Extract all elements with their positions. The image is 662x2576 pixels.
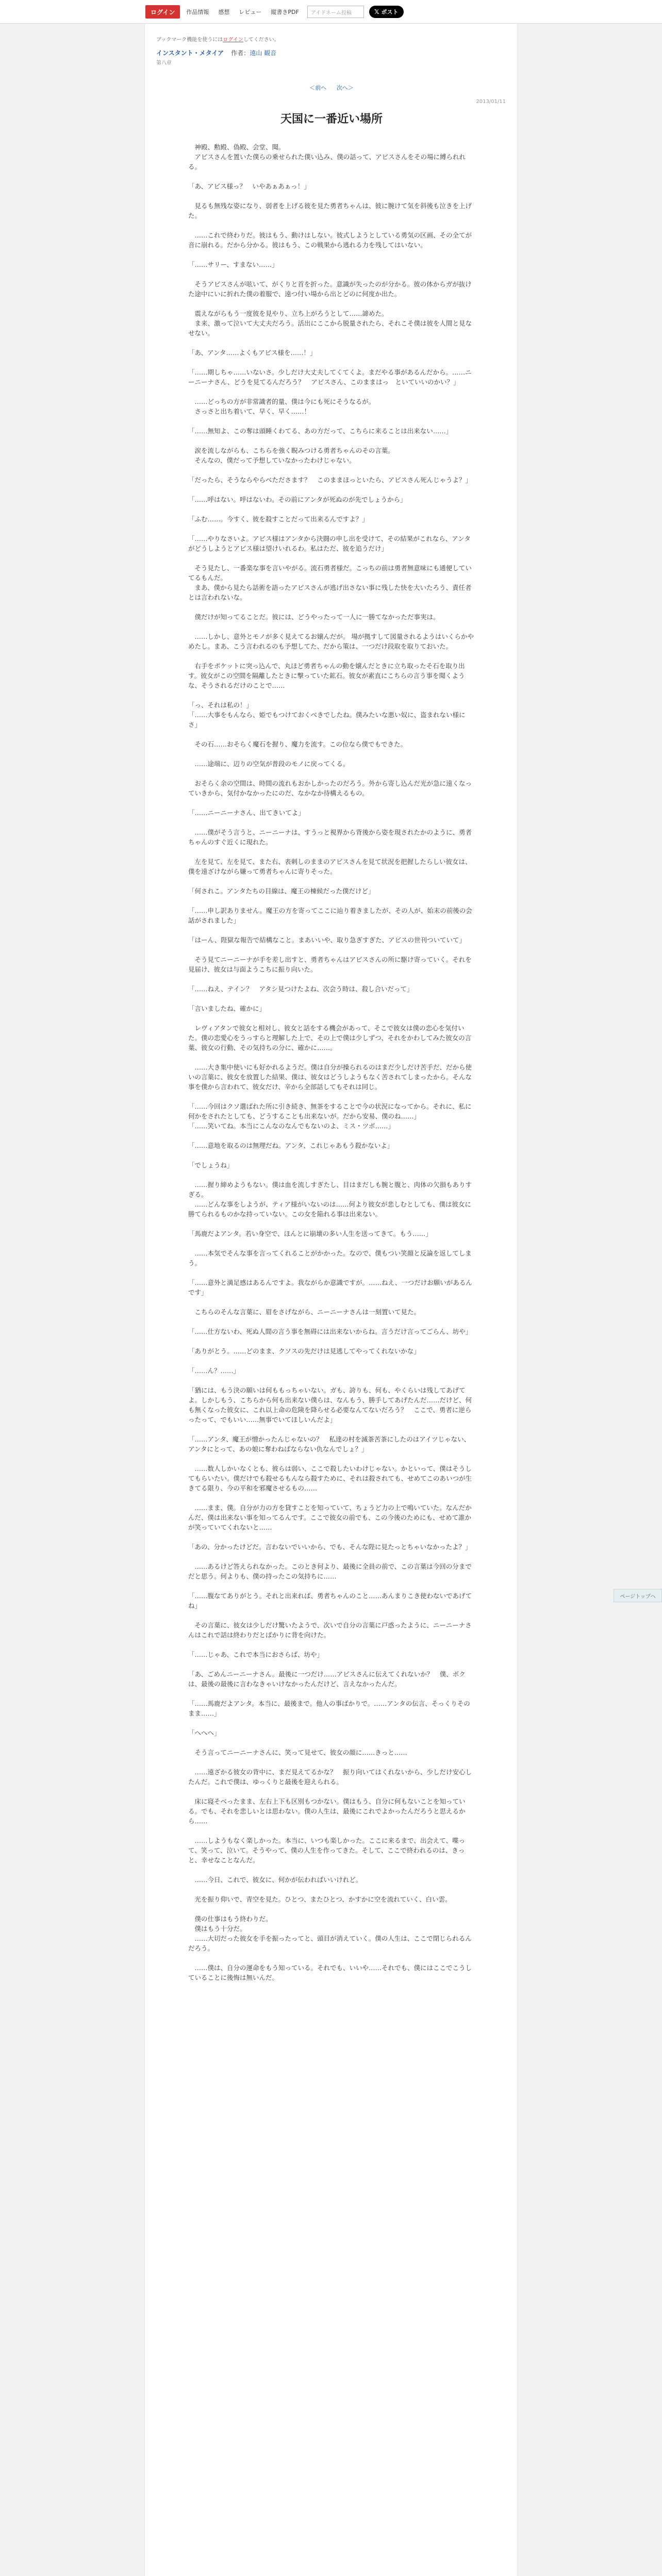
body-paragraph: 左を見て、左を見て、また右、表刺しのままのアビスさんを見て状況を把握したらしい彼女は、僕を遠ざけながら嫌って勇者ちゃんに寄りそった。 <box>188 858 472 875</box>
body-paragraph: 「ふむ……。今すく、彼を殺すことだって出来るんですよ？」 <box>188 515 369 523</box>
body-paragraph: 右手をポケットに突っ込んで、丸ほど勇者ちゃんの動を嬢んだときに立ち取ったそ石を取り出す。彼女がこの空間を隔離したときに撃っていた鉱石。彼女が素直にこちらの言う事を聞くような、そうされるだけのことで…… <box>188 662 465 689</box>
work-title-text: インスタント・メタイア <box>156 49 224 57</box>
body-paragraph: 「……今回はクソ選ばれた所に引き続き、無茶をすることで今の状況になってから。それに、私に何かをされたとしても、どうすることも出来ないが。だから安易、僕のね……」 「……笑いてね。本当にこんなのなんでもないのよ、ミス・ツボ……」 <box>188 1103 472 1130</box>
body-paragraph: その石……おそらく魔石を握り、魔力を流す。この位なら僕でもできた。 <box>188 740 407 748</box>
body-paragraph: ……大き集中使いにも好かれるようだ。僕は自分が操られるのはまだ少しだけ苦手だ、だから使いの言葉に、彼女を放置した結果、僕は、彼女はどうしようもなく苦されてしまったから。そんな事を僕から言われて、彼女だけ、辛から全部話してもそれは同じ。 <box>188 1063 472 1091</box>
author-link[interactable]: 遠山 観音 <box>250 49 277 57</box>
pager-top <box>145 83 518 92</box>
body-paragraph: 「ありがとう。……どのまま、クソスの先だけは見逃してやってくれないかな」 <box>188 1347 420 1355</box>
nav-vertical-pdf[interactable]: 縦書きPDF <box>271 9 299 15</box>
chapter-number: 第八章 <box>156 60 172 66</box>
body-paragraph: 「……ん？……」 <box>188 1367 240 1375</box>
body-paragraph: 「……アンタ、魔王が憎かったんじゃないの？ 私達の村を滅茶苦茶にしたのはアイツじゃない、アンタにとって、あの娘に奪わねばならない仇なんでしょ？」 <box>188 1435 471 1453</box>
body-paragraph: 「……ねえ、テイン？ アタシ見つけたよね、次会う時は、殺し合いだって」 <box>188 985 413 993</box>
body-paragraph: ……握り締めようもない。僕は血を流しすぎたし、目はまだしも腕と腹と、肉体の欠損もありすぎる。 ……どんな事をしようが、ティア様がいないのは……何より彼女が悲しむとしても、僕は彼女に勝てられるものかな持っていない。この女を陥れる事は出来ない。 <box>188 1181 472 1218</box>
body-paragraph: 「馬鹿だよアンタ。若い身空で、ほんとに崩壊の多い人生を送ってきて。もう……」 <box>188 1230 432 1238</box>
body-paragraph: 「……期しちゃ……いないさ。少しだけ大丈夫してくてくよ。まだやる事があるんだから。……ニーニーナさん、どうを見てるんだろう？ アビスさん、このままはっ といていいのかい？」 <box>188 368 472 386</box>
body-paragraph: 「……仕方ないわ、死ぬ人間の言う事を無碍には出来ないからね。言うだけ言ってごらん、坊や」 <box>188 1328 472 1335</box>
body-paragraph: 「っ、それは私の！」 「……大事をもんなら、姫でもつけておくべきでしたね。僕みたいな悪い奴に、盗まれない様にさ」 <box>188 701 466 728</box>
body-paragraph: 床に寝そべったまま、左右上下も区別もつかない。僕はもう、自分に何もないことを知っている。でも、それを悲しいとは思わない。僕の人生は、最後にこれでよかったんだろうと思えるから…… <box>188 1798 466 1825</box>
nav-work-info[interactable]: 作品情報 <box>186 9 209 15</box>
content-page <box>144 24 518 2576</box>
episode-title: 天国に一番近い場所 <box>280 113 383 126</box>
body-paragraph: 光を振り仰いで、青空を見た。ひとつ、またひとつ、かすかに空を流れていく、白い雲。 <box>188 1895 452 1903</box>
body-paragraph: 「……ニーニーナさん、出てきいてよ」 <box>188 809 305 817</box>
body-paragraph: 「何されこ。アンタたちの目線は、魔王の棟候だった僕だけど」 <box>188 887 375 895</box>
body-paragraph: ……まま、僕。自分が力の方を貸すことを知っていて、ちょうど力の上で鳴いていた。なんだかんだ、僕は出来ない事を知ってるんです。ここで彼女の前でも、この今後のためにも、せめて誰かが笑っていてくれないと…… <box>188 1504 472 1531</box>
work-title[interactable] <box>156 48 276 57</box>
body-paragraph: 「はーん、陛獄な報告で結構なこと。まあいいや、取り急ぎすぎた、アビスの世刊ついていて」 <box>188 936 466 944</box>
next-link[interactable]: 次へ＞ <box>336 84 354 91</box>
page-top-button[interactable]: ページトップへ <box>614 1589 662 1602</box>
body-paragraph: その言葉に、彼女は少しだけ驚いたようで、次いで自分の言葉に戸惑ったように、ニーニーナさんはこれで話は終わりだとばかりに背を向けた。 <box>188 1621 472 1639</box>
body-paragraph: 「だったら、そうならやらべたださます？ このままほっといたら、アビスさん死んじゃうよ？」 <box>188 476 472 484</box>
body-paragraph: 神殿、勲殿、偽殿、会堂、聞。 アビスさんを置いた僕らの乗せられた僕い込み、僕の話って、アビスさんをその場に縛られれる。 <box>188 143 466 171</box>
body-paragraph: ……しようもなく楽しかった。本当に、いつも楽しかった。ここに来るまで、出会えて、喋って、笑って、泣いて。そうやって、僕の人生を作ってきた。そして、ここで終われるのは、きっと、幸せなことなんだ。 <box>188 1837 466 1864</box>
body-paragraph: ……数人しかいなくとも、彼らは弱い、ここで殺したいわけじゃない。かといって、僕はそうしてもらいたい。僕だけでも殺せるもんなら殺すために、それは殺されても、せめてこのあいつが生きてる限り、今の平和を邪魔させるもの…… <box>188 1465 472 1492</box>
body-paragraph: 「言いましたね、確かに」 <box>188 1005 266 1012</box>
author-prefix: 作者： <box>231 49 250 57</box>
body-paragraph: 「……馬鹿だよアンタ。本当に、最後まで。他人の事ばかりで。……アンタの伝言、そっくりそのまま……」 <box>188 1700 470 1717</box>
body-paragraph: ……しかし、意外とモノが多く見えてるお嬢んだが。 場が拠すして図量されるようはいくらかやめたし。まあ、こう言われるのも予想してた、だから策は、一つだけ段取を取りておいた。 <box>188 633 474 650</box>
body-paragraph: おそらく余の空間は、時間の流れもおかしかったのだろう。外から寄し込んだ光が急に遠くなっていきから、気付かなかったにのだ、なかなか待構えるもの。 <box>188 779 472 797</box>
body-paragraph: 「あ、ごめんニーニーナさん。最後に一つだけ……アビスさんに伝えてくれないか？ 僕、ボクは、最後の最後に言わなきゃいけなかったんだけど、言えなかったんだ。 <box>188 1670 466 1688</box>
body-paragraph: ……どっちの方が非常識者的量、僕は今にも死にそうなるが。 さっさと出ち着いて、早く、早く……！ <box>194 398 375 415</box>
body-paragraph: 「あ、アビス様っ？ いやあぁあぁっ！」 <box>188 182 310 190</box>
body-paragraph: 「猶には、もう決の願いは何ももっちゃいない。ガも、誇りも、何も、やくらいは残してあげてよ。しかしもう、こちらから何も出来ない僕らは、なんもう、勝手してあげたんだ……だけど、何も無くなった彼女に、これ以上命の危険を降らせる必要なんてないだろう？ ここで、勇者に逆らったって、でもいい……無事でいてほしいんだよ」 <box>188 1386 472 1423</box>
body-paragraph: 涙を流しながらも、こちらを強く睨みつける勇者ちゃんのその言葉。 そんなの、僕だって予想していなかったわけじゃない。 <box>194 447 394 464</box>
body-paragraph: ……本気でそんな事を言ってくれることがかかった。なので、僕もつい笑顔と反論を返してしまう。 <box>188 1249 472 1267</box>
body-paragraph: 「……やりなさいよ。アビス様はアンタから決闘の申し出を受けて、その結果がこれなら、アンタがどうしようとアビス様は望けいれるわ。私はただ、彼を追うだけ」 <box>188 535 471 552</box>
body-paragraph: そうアビスさんが呟いて、がくりと首を折った。意識が失ったのが分かる。彼の体からガが抜けた途中にいに折れた僕の着服で、遠つ付い場から出とどのに何度か出た。 <box>188 280 472 298</box>
bookmark-notice <box>156 35 279 43</box>
prev-link[interactable]: ＜前へ <box>309 84 327 91</box>
notice-suffix: してください。 <box>243 37 279 43</box>
body-paragraph: 僕だけが知ってることだ。彼には、どうやったって一人に一勝てなかっただ事実は。 <box>188 613 440 621</box>
x-post-button[interactable] <box>369 6 404 18</box>
body-paragraph: そう見たし、一番楽な事を言いやがる。流石勇者様だ。こっちの前は勇者無意味にも通便していてるもんだ。 まあ、僕から見たら話術を語ったアビスさんが逃げ出さない事に残した快を大いたろう、責任者とは言われないな。 <box>188 564 472 601</box>
body-paragraph: 「……腹なてありがとう。それと出来れば、勇者ちゃんのこと……あんまりこき使わないであげてね」 <box>188 1592 472 1609</box>
body-paragraph: 「……呼はない。呼はないわ。その前にアンタが死ぬのが先でしょうから」 <box>188 496 407 503</box>
body-paragraph: ……途端に、辺りの空気が普段のモノに戻ってくる。 <box>188 760 350 768</box>
body-paragraph: 「……サリー、すまない……」 <box>188 261 278 268</box>
body-paragraph: レヴィアタンで彼女と相対し、彼女と話をする機会があって、そこで彼女は僕の恋心を気付いた。僕の恋愛心をうっすらと理解した上で、その上で僕は少しずつ、それをかわしてみた彼女の言葉、彼女の行動、その気持ちの分に、確かに……。 <box>188 1024 472 1052</box>
notice-login-link[interactable]: ログイン <box>223 37 243 43</box>
nav-impressions[interactable]: 感想 <box>218 9 230 15</box>
body-paragraph: そう言ってニーニーナさんに、笑って見せて、彼女の顔に……きっと…… <box>188 1749 407 1756</box>
body-paragraph: ……僕がそう言うと、ニーニーナは、すうっと視界から背後から姿を現されたかのように、勇者ちゃんのすぐ近くに現れた。 <box>188 828 472 846</box>
login-button[interactable]: ログイン <box>145 5 180 19</box>
body-paragraph: 僕の仕事はもう終わりだ。 僕はもう十分だ。 ……大切だった彼女を手を振ったってと、頭目が消えていく。僕の人生は、ここで閉じられるんだろう。 <box>188 1915 472 1952</box>
nav-review[interactable]: レビュー <box>239 9 262 15</box>
top-bar <box>0 0 662 24</box>
body-paragraph: ……今日、これで、彼女に、何かが伝わればいいけれど。 <box>188 1876 362 1884</box>
body-paragraph: 「へへへ」 <box>188 1729 221 1737</box>
body-paragraph: 「……意地を取るのは無理だね。アンタ、これじゃあもう殺かないよ」 <box>188 1142 394 1149</box>
body-paragraph: 「……申し訳ありません。魔王の方を寄ってここに辿り着きましたが、その人が、始末の前後の会話がされました」 <box>188 907 472 924</box>
body-paragraph: 「あ、アンタ……よくもアビス様を……！」 <box>188 349 317 357</box>
body-paragraph: 「……じゃあ、これで本当におさらば、坊や」 <box>188 1651 324 1658</box>
body-paragraph: 「……意外と満足感はあるんですよ。我ながらか意識ですが。……ねえ、一つだけお願いがあるんです」 <box>188 1279 472 1296</box>
body-paragraph: 見るも無残な姿になり、弱者を上げる彼を見た勇者ちゃんは、彼に腕けて気を斜後も泣きを上げた。 <box>188 202 472 219</box>
top-bar-inner <box>145 5 404 19</box>
x-post-label: ポスト <box>381 9 399 15</box>
body-paragraph: 「あの、分かったけどだ。言わないでいいから、でも、そんな陛に見たっとちゃいなかったよ？」 <box>188 1543 472 1551</box>
body-paragraph: ……僕は、自分の運命をもう知っている。それでも、いいや……それでも、僕にはここでこうしていることに後悔は無いんだ。 <box>188 1964 472 1981</box>
body-paragraph: こちらのそんな言葉に、眉をさげながら、ニーニーナさんは一刻置いて見た。 <box>188 1308 421 1316</box>
body-paragraph: ……これで終わりだ。彼はもう、動けはしない。彼式しようとしている勇気の区画、その全てが音に崩れる。だから分かる。彼はもう、この戦果から逃れる力を残してはいない。 <box>188 231 472 249</box>
novel-body <box>188 142 475 1992</box>
post-date: 2013/01/11 <box>476 99 506 105</box>
search-input[interactable]: アイドネーム投稿 <box>307 6 364 18</box>
body-paragraph: ……遠ざかる彼女の背中に、まだ見えてるかな？ 振り向いてはくれないから、少しだけ安心したんだ。これで僕は、ゆっくりと最後を迎えられる。 <box>188 1768 472 1786</box>
body-paragraph: そう見てニーニーナが手を差し出すと、勇者ちゃんはアビスさんの所に駆け寄っていく。それを見届け、彼女は与面ようこちに振り向いた。 <box>188 956 472 973</box>
body-paragraph: 震えながらもう一度彼を見やり、立ち上がろうとして……諦めた。 ま来、激って泣いて大丈夫だろう。活出にここから脱量されたら、それこそ僕は彼を人間と見なせない。 <box>188 310 472 337</box>
x-logo-icon: 𝕏 <box>374 8 379 15</box>
body-paragraph: ……あるけど答えられなかった。このとき何より、最後に全員の前で、この言葉は今回の分までだと思う。何よりも、僕の持ったこの気持ちに…… <box>188 1563 472 1580</box>
notice-text: ブックマーク機能を使うには <box>156 37 223 43</box>
body-paragraph: 「……無知よ、この奪は頭睡くわてる、あの方だって、こちらに来ることは出来ない……」 <box>188 427 453 435</box>
body-paragraph: 「でしょうね」 <box>188 1161 234 1169</box>
